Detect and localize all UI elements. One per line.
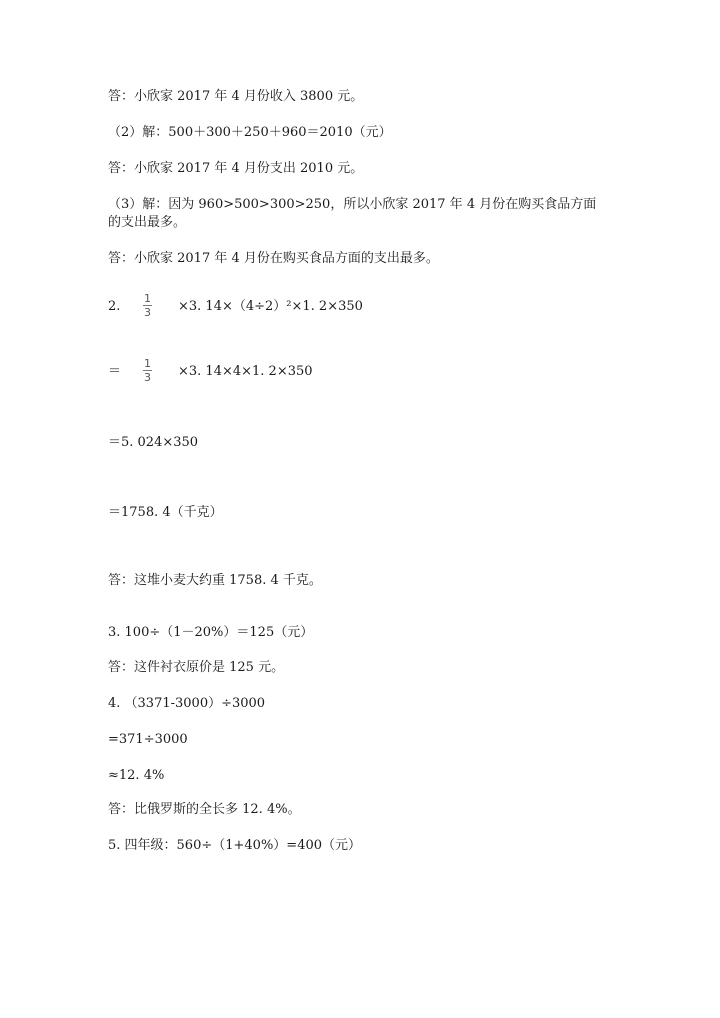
solution-part-3-line2: 的支出最多。 — [108, 215, 187, 230]
fraction-one-third-2 — [143, 358, 152, 383]
step-approx: ≈12. 4% — [108, 768, 165, 783]
answer-length-diff: 答：比俄罗斯的全长多 12. 4%。 — [108, 802, 301, 817]
equals-sign: ＝ — [108, 364, 122, 379]
fraction-numerator: 1 — [144, 357, 151, 370]
question-2-number: 2. — [108, 299, 121, 314]
answer-most-expense: 答：小欣家 2017 年 4 月份在购买食品方面的支出最多。 — [108, 251, 439, 266]
step-division: =371÷3000 — [108, 732, 188, 747]
solution-part-2: （2）解：500＋300＋250＋960＝2010（元） — [108, 125, 392, 140]
fraction-denominator: 3 — [144, 306, 151, 319]
question-2-expression: ×3. 14×（4÷2）²×1. 2×350 — [178, 299, 363, 314]
answer-shirt-price: 答：这件衬衣原价是 125 元。 — [108, 660, 285, 675]
question-5-solution: 5. 四年级：560÷（1+40%）=400（元） — [108, 838, 362, 853]
question-3-solution: 3. 100÷（1－20%）＝125（元） — [108, 625, 314, 640]
fraction-one-third — [143, 293, 152, 318]
fraction-denominator: 3 — [144, 371, 151, 384]
answer-income: 答：小欣家 2017 年 4 月份收入 3800 元。 — [108, 89, 364, 104]
question-4-solution: 4. （3371-3000）÷3000 — [108, 696, 266, 711]
solution-part-3-line1: （3）解：因为 960>500>300>250，所以小欣家 2017 年 4 月份在购买食品方面 — [108, 197, 597, 212]
step-result: ＝1758. 4（千克） — [108, 505, 223, 520]
answer-wheat-weight: 答：这堆小麦大约重 1758. 4 千克。 — [108, 573, 322, 588]
fraction-numerator: 1 — [144, 292, 151, 305]
answer-expense: 答：小欣家 2017 年 4 月份支出 2010 元。 — [108, 161, 364, 176]
step-product: ＝5. 024×350 — [108, 435, 199, 450]
question-2-expression-2: ×3. 14×4×1. 2×350 — [178, 364, 313, 379]
